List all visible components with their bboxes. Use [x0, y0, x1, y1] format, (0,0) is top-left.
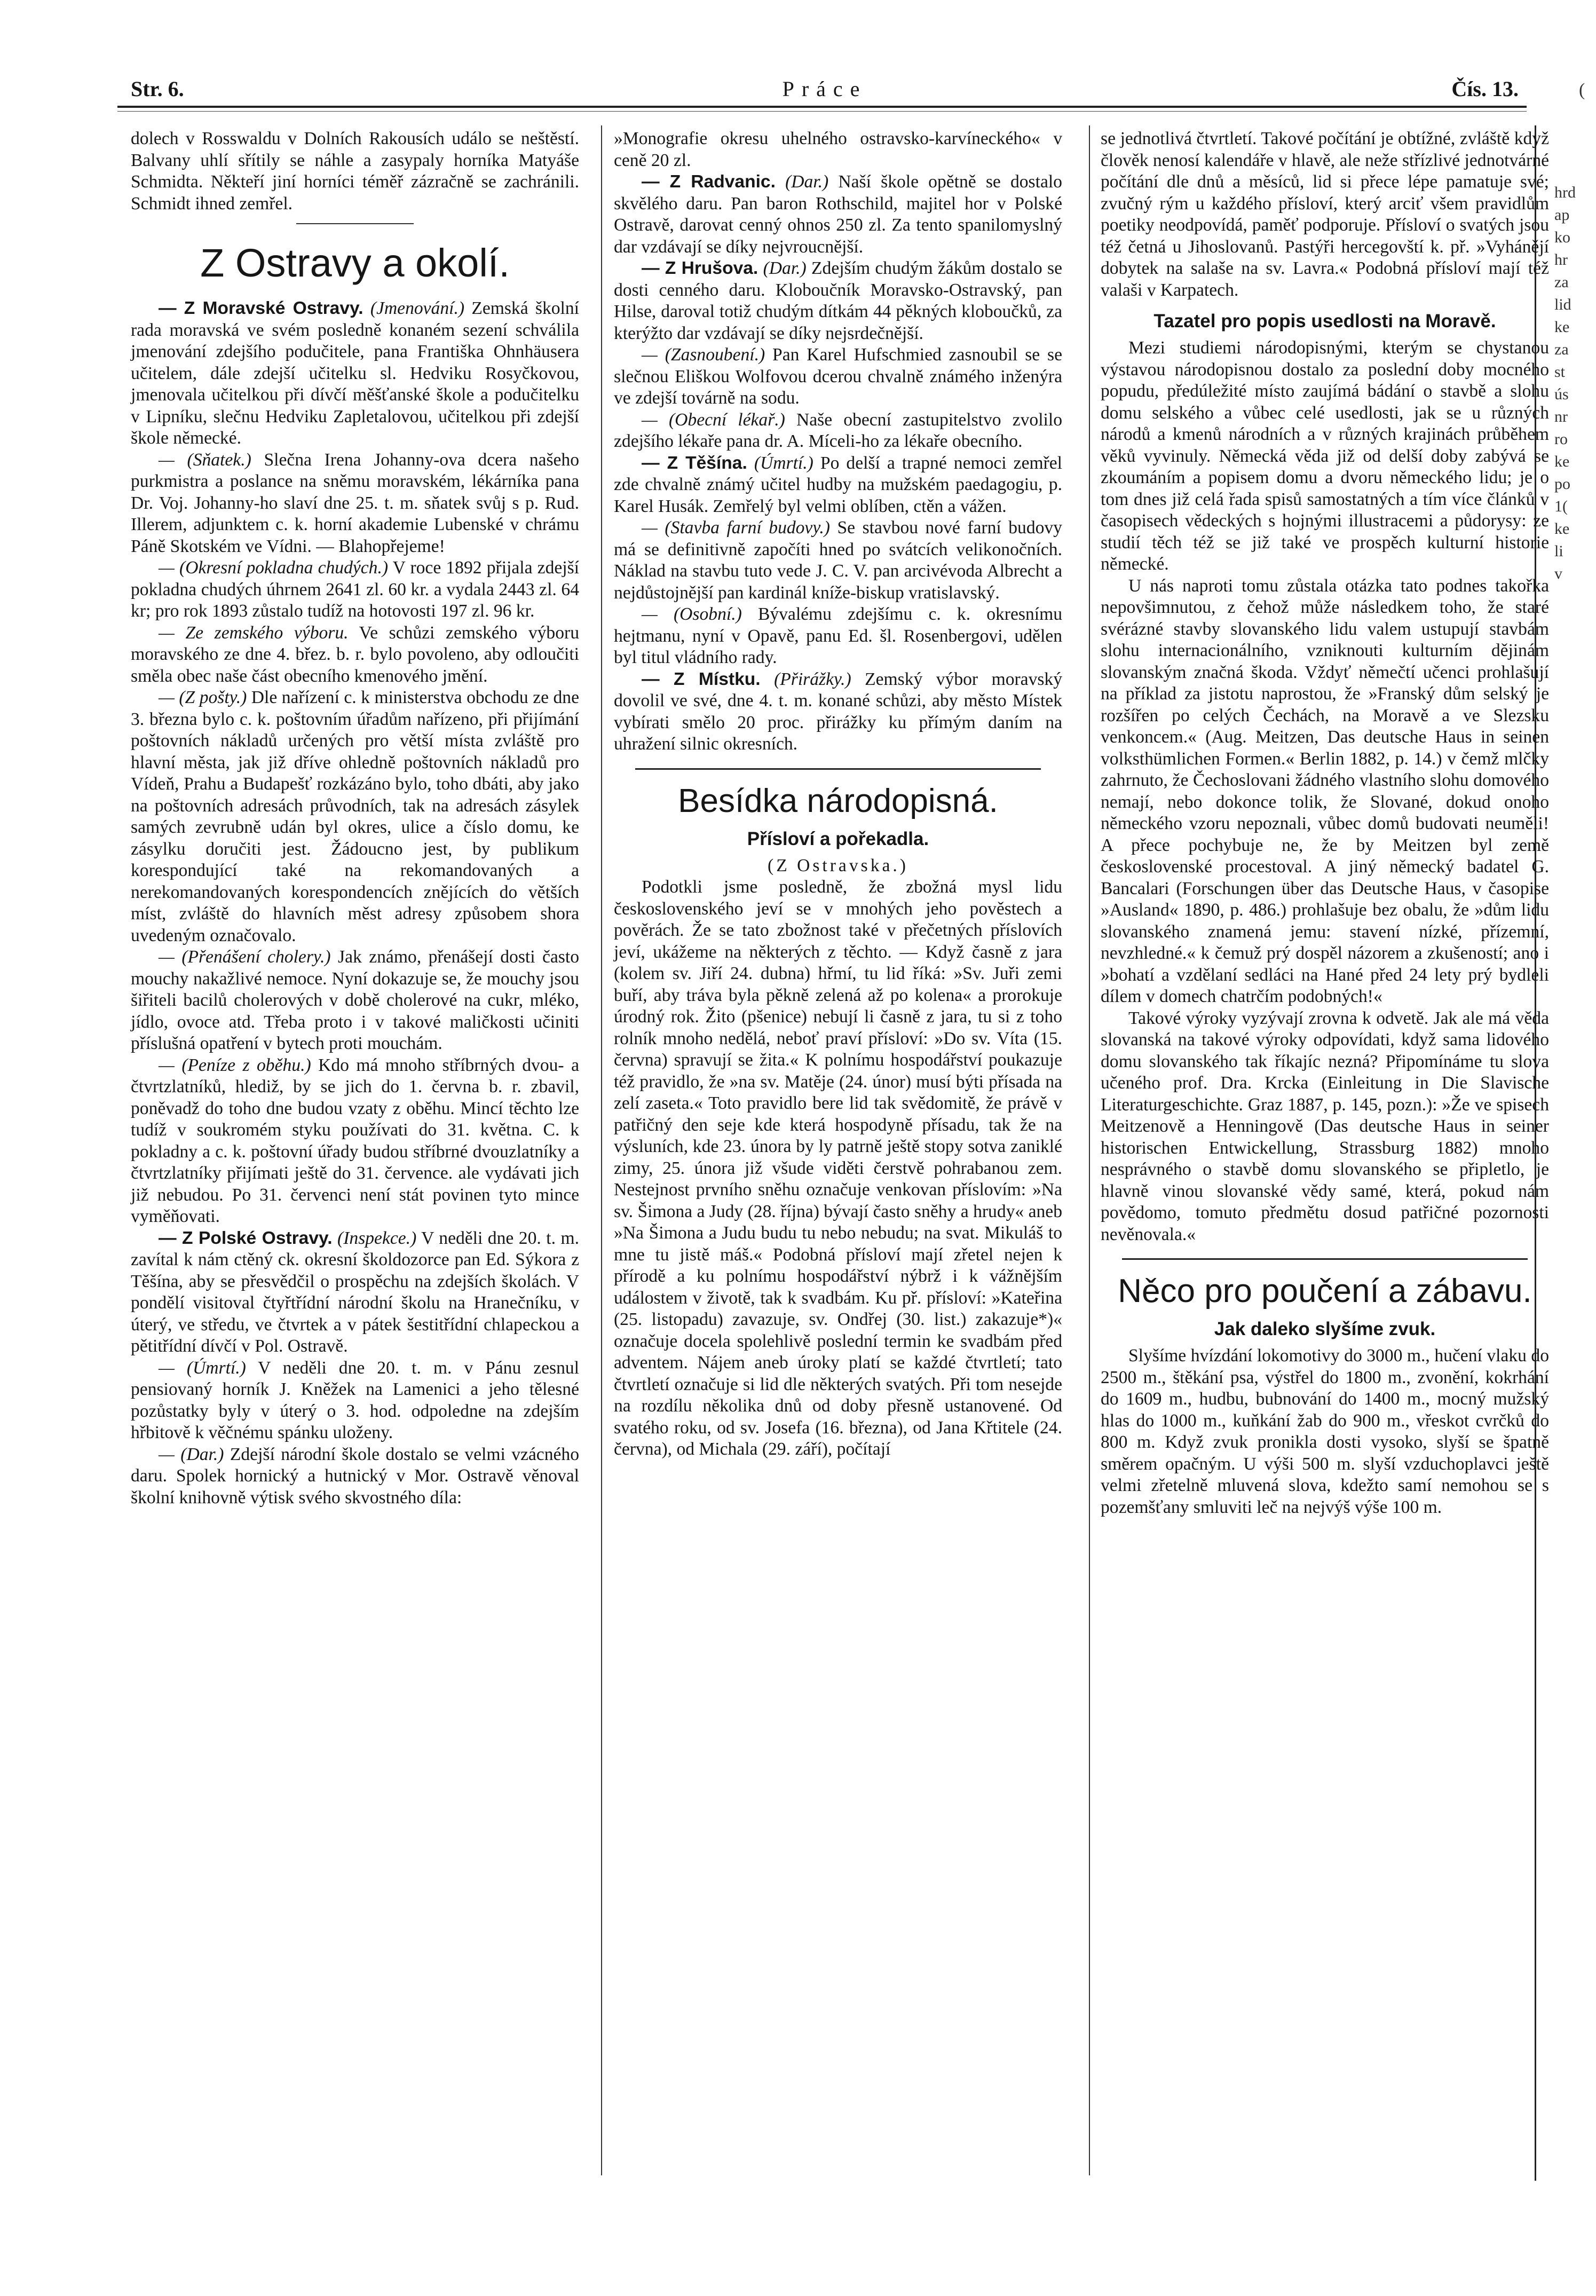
- news-zemsky-vybor: — Ze zemského výboru. Ve schůzi zemského výboru moravského ze dne 4. břez. b. r. bylo povoleno, aby odloučiti směla obec naše část obecního kmenového jmění.: [131, 622, 579, 686]
- column-divider-1: [601, 125, 602, 2175]
- news-snatek: — (Sňatek.) Slečna Irena Johanny-ova dcera našeho purkmistra a poslance na sněmu moravském, lékárníka pana Dr. Voj. Johanny-ho slaví dne 25. t. m. sňatek svůj s p. Rud. Illerem, adjunktem c. k. horní akademie Lubenské v chrámu Páně Skotském ve Vídni. — Blahopřejeme!: [131, 449, 580, 556]
- section-rule-2: [1122, 1258, 1528, 1260]
- newspaper-name: Práce: [782, 77, 867, 101]
- news-polska-ostrava: — Z Polské Ostravy. (Inspekce.) V neděli dne 20. t. m. zavítal k nám ctěný ck. okresní školdozorce pan Ed. Sýkora z Těšína, aby se přesvědčil o prospěchu na zdejších školách. V pondělí visitoval čtyřtřídní národní školu na Hranečníku, v úterý, ve středu, ve čtvrtek a v pátek šestitřídní chlapeckou a pětitřídní dívčí v Pol. Ostravě.: [131, 1228, 579, 1356]
- section-rule: [635, 768, 1041, 770]
- column-2: [614, 128, 1062, 1461]
- header-rule-thin: [117, 111, 1527, 112]
- page-number: Str. 6.: [131, 77, 184, 101]
- section-title-besidka: Besídka národopisná.: [678, 782, 998, 819]
- news-umrti: — (Úmrtí.) V neděli dne 20. t. m. v Pánu zesnul pensiovaný horník J. Kněžek na Lamenici a jeho tělesné pozůstatky byly v úterý o 3. hod. odpoledne na zdejším hřbitově k věčnému spánku uloženy.: [131, 1358, 579, 1442]
- article-tazatel-3: Takové výroky vyzývají zrovna k odvetě. Jak ale má věda slovanská na takové výroky odpovídati, když sama lidového domu slovanského tak říkajíc nezná? Připomínáme tu slova učeného prof. Dra. Krcka (Einleitung in Die Slavische Literaturgeschichte. Graz 1887, p. 145, pozn.): »Že ve spisech Meitzenově a Henningově (Das deutsche Haus in seiner historischen Entwickellung, Strassburg 1882) mnoho nesprávného o stavbě domu slovanského se připletlo, je hlavně vinou slovanské vědy samé, která, pokud nám povědomo, tomuto předmětu dosud patřičné pozornosti nevěnovala.«: [1101, 1008, 1549, 1244]
- news-obecni-lekar: — (Obecní lékař.) Naše obecní zastupitelstvo zvolilo zdejšího lékaře pana dr. A. Míceli-ho za lékaře obecního.: [614, 409, 1062, 451]
- news-cholera: — (Přenášení cholery.) Jak známo, přenášejí dosti často mouchy nakažlivé nemoce. Nyní dokazuje se, že mouchy jsou šiřiteli bacilů cholerových v době cholerové na cukr, mléko, jídlo, ovoce atd. Třeba proto i v takové maličkosti učiniti příslušná opatření v bytech proti mouchám.: [131, 947, 579, 1053]
- issue-number: Čís. 13.: [1451, 77, 1519, 101]
- article-zvuk: Slyšíme hvízdání lokomotivy do 3000 m., hučení vlaku do 2500 m., štěkání psa, výstřel do 1800 m., zvonění, kokrhání do 1609 m., hudbu, bubnování do 1400 m., mocný mužský hlas do 1000 m., kuňkání žab do 900 m., vřeskot cvrčků do 800 m. Když zvuk pronikla dosti vysoko, slyší se špatně směrem opačným. U výši 500 m. slyší vzduchoplavci ještě velmi zřetelně mluvená slova, kdežto samí nemohou se s pozemšťany smluviti leč na nejvýš výše 100 m.: [1101, 1346, 1549, 1517]
- byline: (Z Ostravska.): [768, 855, 908, 875]
- separator: [296, 223, 414, 224]
- title-tazatel: Tazatel pro popis usedlosti na Moravě.: [1153, 311, 1496, 332]
- article-tazatel-2: U nás naproti tomu zůstala otázka tato podnes takořka nepovšimnutou, z čehož může následkem toho, že staré svérázné stavby slovanského lidu valem ustupují stavbám slohu internacionálního, vzniknouti kulturním dějinám slovanským značná škoda. Vždyť němečtí učenci prohlašují na příklad za jistotu naprostou, že »Franský dům selský je rozšířen po celých Čechách, na Moravě a ve Slezsku venkoncem.« (Aug. Meitzen, Das deutsche Haus in seinen volksthümlichen Formen.« Berlin 1882, p. 14.) v čemž mlčky zahrnuto, že Čechoslovani žádného vlastního slohu domového nemají, nebo dokonce tolik, že Slované, dokud onoho německého vzoru nepoznali, vůbec domů budovati neuměli! A přece pochybuje ne, že by Meitzen byl země československé procestoval. A jiný německý badatel G. Bancalari (Forschungen über das Deutsche Haus, v časopise »Ausland« 1890, p. 486.) prohlašuje bez obalu, že »dům lidu slovanského znamená jemu: stavení nízké, přízemní, nevzhledné.« k čemuž prý dospěl názorem a zkušeností; ano i »bohatí a vzdělaní sedláci na Hané před 24 lety prý bydleli dílem v domech chatrčím podobných!«: [1101, 575, 1549, 1006]
- news-osobni: — (Osobní.) Bývalému zdejšímu c. k. okresnímu hejtmanu, nyní v Opavě, panu Ed. šl. Rosenbergovi, udělen byl titul vládního rady.: [614, 604, 1062, 667]
- news-tesin: — Z Těšína. (Úmrtí.) Po delší a trapné nemoci zemřel zde chvalně známý učitel hudby na mužském paedagogiu, p. Karel Husák. Zemřelý byl velmi oblíben, ctěn a vážen.: [614, 453, 1063, 516]
- subtitle-prislovi: Přísloví a pořekadla.: [747, 828, 929, 849]
- news-pokladna: — (Okresní pokladna chudých.) V roce 1892 přijala zdejší pokladna chudých úhrnem 2641 zl. 60 kr. a vydala 2443 zl. 64 kr; pro rok 1893 zůstalo tudíž na hotovosti 197 zl. 96 kr.: [131, 558, 579, 621]
- section-title-ostrava: Z Ostravy a okolí.: [200, 241, 510, 285]
- page-header: [131, 72, 1519, 104]
- prislovi-continuation: se jednotlivá čtvrtletí. Takové počítání je obtížné, zvláště když člověk nenosí kalendáře v hlavě, ale neže střízlivé jednotvárné počítání dle dnů a měsíců, lid si přece lépe pamatuje své; zvučný rým u každého přísloví, který arciť všem pravidlům poetiky neodpovídá, paměť podporuje. Přísloví o svatých jsou též četná u Jihoslovanů. Pastýři hercegovští k. př. »Vyhánějí dobytek na salaše na sv. Lavra.« Podobná přísloví mají též valaši v Karpatech.: [1101, 129, 1550, 300]
- article-prislovi: Podotkli jsme posledně, že zbožná mysl lidu československého jeví se v mnohých jeho pověstech a pověrách. Že se tato zbožnost také v přečetných příslovích jeví, ukážeme na některých z těchto. — Když časně z jara (kolem sv. Jiří 24. dubna) hřmí, tu lid říká: »Sv. Juři zemi buří, aby tráva byla pěkně zelená až po kolena« a prorokuje úrodný rok. Žito (pšenice) nebují li časně z jara, tu si z toho rolník mnoho nedělá, neboť praví přísloví: »Do sv. Víta (15. června) spravují se žita.« K polnímu hospodářství poukazuje též pravidlo, že »na sv. Matěje (24. únor) musí býti přísada na zelí zaseta.« Toto pravidlo bere lid tak svědomitě, že právě v patřičný den seje kde která hospodyně přísadu, tak že na výsluních, kde 23. února by ly patrně ještě stopy sotva zaniklé zimy, 25. února již všude viděti čerstvě pohrabanou zem. Nestejnost prvního sněhu označuje venkovan příslovím: »Na sv. Šimona a Judy (28. října) bývají často sněhy a hrudy« aneb »Na Šimona a Judu budu tu nebo nebudu; na svat. Mikuláš to mne tu jistě máš.« Podobná přísloví mají zřetel nejen k přírodě a ku polnímu hospodářství nýbrž i k vážnějším událostem v životě, tak k svadbám. Ku př. přísloví: »Kateřina (25. listopadu) zavazuje, sv. Ondřej (30. list.) zakazuje*)« označuje docela spolehlivě poslední termin ke svadbám před adventem. Nájem aneb úroky platí se každé čtvrtletí; tato čtvrtletí označuje si lid dle některých svatých. Při tom nesejde na rozdílu několika dnů od doby přesně ustanovené. Od svatého roku, od sv. Josefa (16. března), od Jana Křtitele (24. června), od Michala (29. září), počítají: [614, 877, 1062, 1459]
- news-dar: — (Dar.) Zdejší národní škole dostalo se velmi vzácného daru. Spolek hornický a hutnický v Mor. Ostravě věnoval školní knihovně výtisk svého skvostného díla:: [131, 1444, 579, 1508]
- news-moravska-ostrava: — Z Moravské Ostravy. (Jmenování.) Zemská školní rada moravská ve svém posledně konaném sezení schválila jmenování zdejšího podučitele, pana Františka Ohnhäusera učitelem, dále zdejší učitelku sl. Hedviku Rosyčkovou, jmenovala učitelkou při dívčí měšťanské škole a podučitelku v Lipníku, slečnu Hedviku Zapletalovou, učitelkou při zdejší škole německé.: [131, 298, 579, 448]
- news-stavba: — (Stavba farní budovy.) Se stavbou nové farní budovy má se definitivně započíti hned po svátcích velikonočních. Náklad na stavbu tuto vede J. C. V. pan arcivévoda Albrecht a nejdůstojnější pan kardinál kníže-biskup vratislavský.: [614, 518, 1062, 603]
- article-tazatel-1: Mezi studiemi národopisnými, kterým se chystanou výstavou národopisnou dostalo za poslední doby mocného popudu, předúležité místo zaujímá bádání o stavbě a slohu domu selského a vůbec celé usedlosti, jak se u různých národů a kmenů národních a v různých krajinách průběhem věků vyvinuly. Německá věda již od delší doby zabývá se zkoumáním a popisem domu a dvoru německého lidu; je o tom dnes již celá řada spisů samostatných a tím více článků v časopisech vědeckých s hojnými illustracemi a půdorysy: ze studií těch též se již také ve prospěch kulturní historie německé.: [1101, 338, 1549, 574]
- section-title-zabava: Něco pro poučení a zábavu.: [1118, 1273, 1532, 1309]
- news-posta: — (Z pošty.) Dle nařízení c. k ministerstva obchodu ze dne 3. března bylo c. k. poštovním úřadům nařízeno, při přijímání poštovních nákladů určených pro větší místa zvláště pro hlavní města, jak již dříve ohledně poštovních nákladů pro Vídeň, Prahu a Budapešť rozkázáno bylo, toho dbáti, aby jako na poštovních adresách průvodních, tak na adresách zásylek samých zevrubně udán byl okres, ulice a číslo domu, ke zásylku doručiti jest. Žádoucno jest, by publikum korespondující také na rekomandovaných a nerekomandovaných korespondencích znějících do větších míst, zvláště do hlavních měst adresy způsobem shora uvedeným označovalo.: [131, 688, 579, 945]
- column-3: [1101, 128, 1549, 1518]
- next-page-edge-fragments: hrd ap ko hr za lid ke za st ús nr ro ke po 1( ke li v: [1554, 184, 1576, 582]
- article-continuation: dolech v Rosswaldu v Dolních Rakousích událo se neštěstí. Balvany uhlí sřítily se náhle a zasypaly horníka Matyáše Schmidta. Někteří jiní horníci téměř zázračně se zachránili. Schmidt ihned zemřel.: [131, 129, 579, 214]
- next-page-edge-glyph: (: [1579, 80, 1585, 100]
- dar-continuation: »Monografie okresu uhelného ostravsko-karvíneckého« v ceně 20 zl.: [614, 129, 1062, 170]
- news-hrusov: — Z Hrušova. (Dar.) Zdejším chudým žákům dostalo se dosti cenného daru. Kloboučník Moravsko-Ostravský, pan Hilse, daroval totiž chudým dítkám 44 pěkných kloboučků, za kterýžto dar vzdávají se díky nejsrdečnější.: [614, 258, 1062, 343]
- news-zasnouben: — (Zasnoubení.) Pan Karel Hufschmied zasnoubil se se slečnou Eliškou Wolfovou dcerou chvalně známého inženýra ve zdejší továrně na sodu.: [614, 345, 1062, 408]
- news-penize: — (Peníze z oběhu.) Kdo má mnoho stříbrných dvou- a čtvrtzlatníků, hlediž, by se jich do 1. června b. r. zbavil, poněvadž do toho dne budou vzaty z oběhu. Mincí těchto lze tudíž v soukromém styku používati do 31. května. C. k pokladny a c. k. poštovní úřady budou stříbrné dvouzlatníky a čtvrtzlatníky přijímati ještě do 31. července. ale vydávati jich již nebudou. Po 31. červenci není stát povinen tyto mince vyměňovati.: [131, 1055, 579, 1226]
- column-1: [131, 128, 579, 1509]
- column-divider-2: [1089, 125, 1090, 2175]
- subtitle-zvuk: Jak daleko slyšíme zvuk.: [1214, 1319, 1436, 1339]
- news-mistek: — Z Místku. (Přirážky.) Zemský výbor moravský dovolil ve své, dne 4. t. m. konané schůzi, aby město Místek vybírati smělo 20 proc. přirážky ku přímým daním na uhražení silnic okresních.: [614, 669, 1063, 754]
- header-rule: [117, 106, 1527, 108]
- news-radvanice: — Z Radvanic. (Dar.) Naší škole opětně se dostalo skvělého daru. Pan baron Rothschild, majitel hor v Polské Ostravě, darovat cenný ohnos 250 zl. Za tento spanilomyslný dar vzdávají se díky nejvroucnější.: [614, 172, 1062, 257]
